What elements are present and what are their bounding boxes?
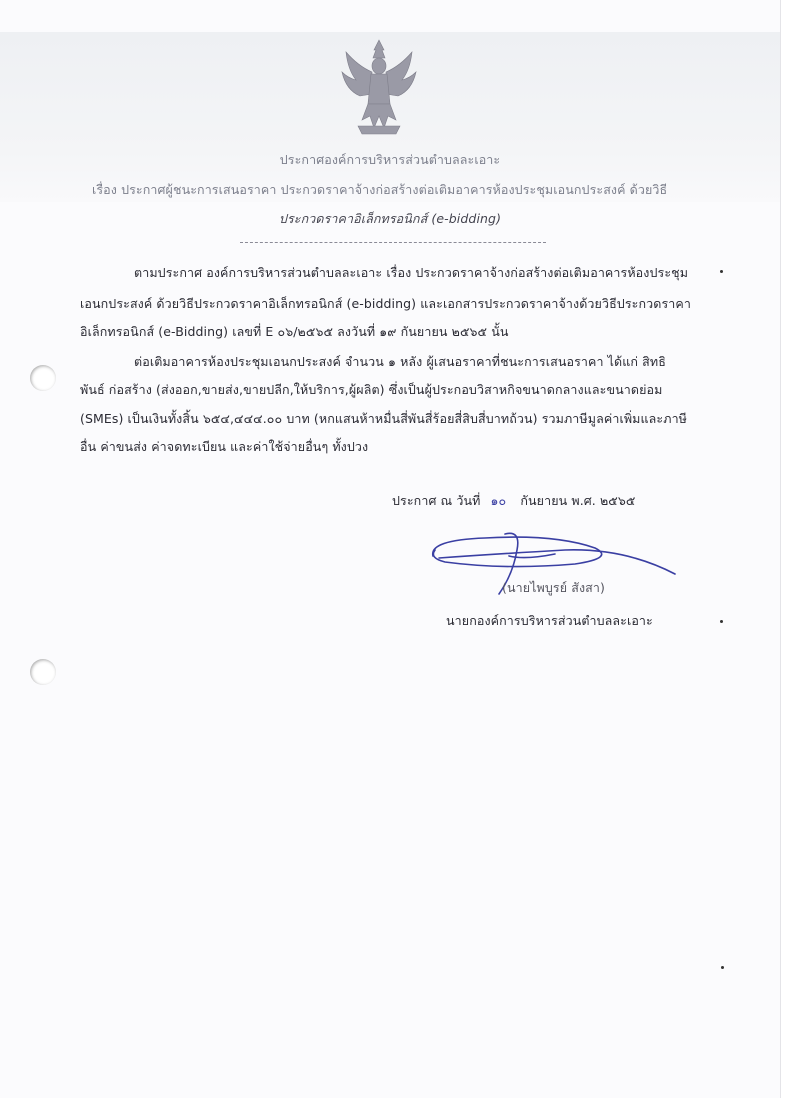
speck (720, 270, 723, 273)
paragraph-1-line-1: ตามประกาศ องค์การบริหารส่วนตำบลละเอาะ เรื่อง ประกวดราคาจ้างก่อสร้างต่อเติมอาคารห้องประชุม (134, 265, 689, 280)
speck (720, 620, 723, 623)
punch-hole-lower (30, 659, 56, 685)
page-edge (780, 0, 800, 1098)
signatory-name: (นายไพบูรย์ สังสา) (502, 580, 605, 595)
date-prefix: ประกาศ ณ วันที่ (392, 493, 481, 508)
org-title: ประกาศองค์การบริหารส่วนตำบลละเอาะ (279, 152, 501, 167)
paragraph-2-line-4: อื่น ค่าขนส่ง ค่าจดทะเบียน และค่าใช้จ่ายอื่นๆ ทั้งปวง (80, 439, 369, 454)
paragraph-1-line-3: อิเล็กทรอนิกส์ (e-Bidding) เลขที่ E ๐๖/๒๕๖๕ ลงวันที่ ๑๙ กันยายน ๒๕๖๕ นั้น (80, 324, 509, 339)
signatory-title: นายกองค์การบริหารส่วนตำบลละเอาะ (446, 613, 653, 628)
paragraph-2-line-3: (SMEs) เป็นเงินทั้งสิ้น ๖๕๔,๔๔๔.๐๐ บาท (หกแสนห้าหมื่นสี่พันสี่ร้อยสี่สิบสี่บาทถ้วน) รวมภาษีมูลค่าเพิ่มและภาษี (80, 411, 688, 426)
punch-hole-upper (30, 365, 56, 391)
date-day: ๑๐ (490, 493, 507, 508)
divider (240, 242, 546, 243)
date-line (392, 491, 635, 511)
speck (721, 966, 724, 969)
paragraph-2-line-1: ต่อเติมอาคารห้องประชุมเอนกประสงค์ จำนวน ๑ หลัง ผู้เสนอราคาที่ชนะการเสนอราคา ได้แก่ สิทธิ (134, 354, 666, 369)
garuda-emblem-icon (338, 36, 420, 138)
paragraph-2-line-2: พันธ์ ก่อสร้าง (ส่งออก,ขายส่ง,ขายปลีก,ให้บริการ,ผู้ผลิต) ซึ่งเป็นผู้ประกอบวิสาหกิจขนาดกลางและขนาดย่อม (80, 382, 663, 397)
paragraph-1-line-2: เอนกประสงค์ ด้วยวิธีประกวดราคาอิเล็กทรอนิกส์ (e-bidding) และเอกสารประกวดราคาจ้างด้วยวิธีประกวดราคา (80, 296, 691, 311)
date-suffix: กันยายน พ.ศ. ๒๕๖๕ (520, 493, 636, 508)
subject-continuation: ประกวดราคาอิเล็กทรอนิกส์ (e-bidding) (278, 211, 502, 226)
subject-line: เรื่อง ประกาศผู้ชนะการเสนอราคา ประกวดราคาจ้างก่อสร้างต่อเติมอาคารห้องประชุมเอนกประสงค์ ด้วยวิธี (92, 182, 668, 197)
